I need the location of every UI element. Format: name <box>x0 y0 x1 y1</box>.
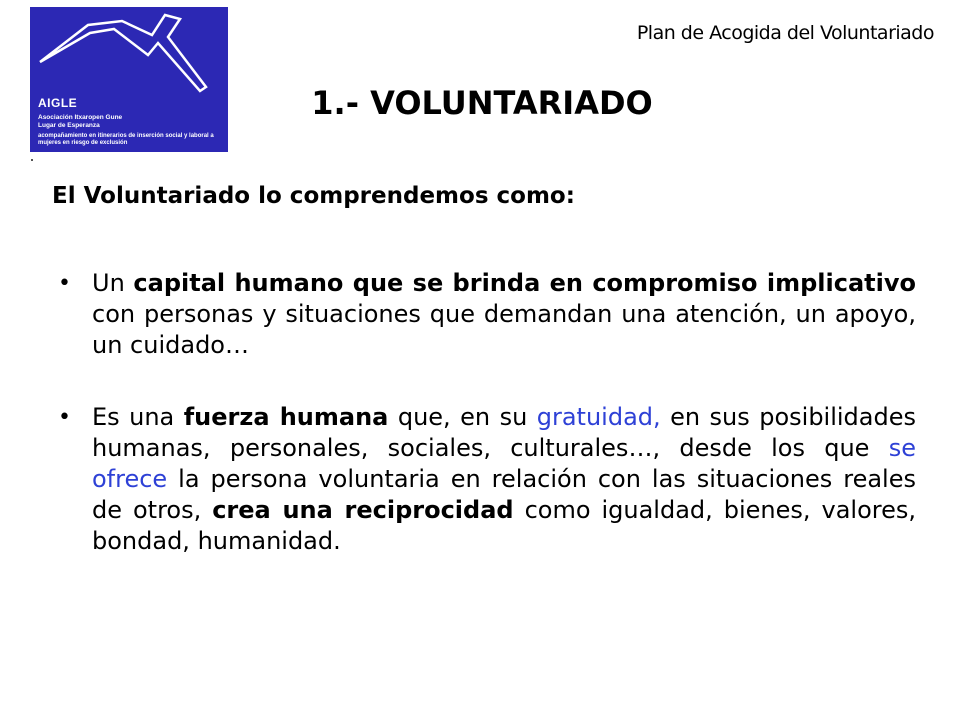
logo-subtitle-line-1: Asociación Itxaropen Gune <box>38 114 123 121</box>
logo-description: acompañamiento en itinerarios de inserción social y laboral a mujeres en riesgo de exclusión <box>38 133 214 146</box>
highlight-segment: gratuidad, <box>536 403 661 431</box>
page-title-text: 1.- VOLUNTARIADO <box>311 84 653 122</box>
text-segment: que, en su <box>388 403 537 431</box>
aigle-logo <box>30 7 228 152</box>
bold-segment: capital humano que se brinda en compromiso implicativo <box>133 269 917 297</box>
bird-outline-icon <box>30 7 228 152</box>
text-segment: con personas y situaciones que demandan una atención, un apoyo, un cuidado… <box>92 300 916 359</box>
bullet-icon: • <box>58 271 71 296</box>
text-segment: como igualdad, bienes, valores, bondad, humanidad. <box>92 496 916 555</box>
bullet-list <box>58 268 916 598</box>
highlight-segment: se ofrece <box>92 434 916 493</box>
document-label: Plan de Acogida del Voluntariado <box>636 22 934 44</box>
logo-name: AIGLE <box>38 96 78 110</box>
page-title <box>0 84 960 122</box>
bullet-item <box>58 268 916 361</box>
bullet-text <box>92 403 916 555</box>
logo-subtitle-line-2: Lugar de Esperanza <box>38 121 100 129</box>
text-segment: Es una <box>92 403 184 431</box>
decorative-dot <box>31 159 33 161</box>
bullet-item <box>58 402 916 557</box>
bold-segment: crea una reciprocidad <box>212 496 514 524</box>
text-segment: la persona voluntaria en relación con las situaciones reales de otros, <box>92 465 916 524</box>
bullet-text <box>92 269 916 359</box>
text-segment: Un <box>92 269 134 297</box>
intro-heading: El Voluntariado lo comprendemos como: <box>52 183 575 209</box>
text-segment: en sus posibilidades humanas, personales, sociales, culturales…, desde los que <box>92 403 917 462</box>
bold-segment: fuerza humana <box>183 403 389 431</box>
bullet-icon: • <box>58 405 71 430</box>
